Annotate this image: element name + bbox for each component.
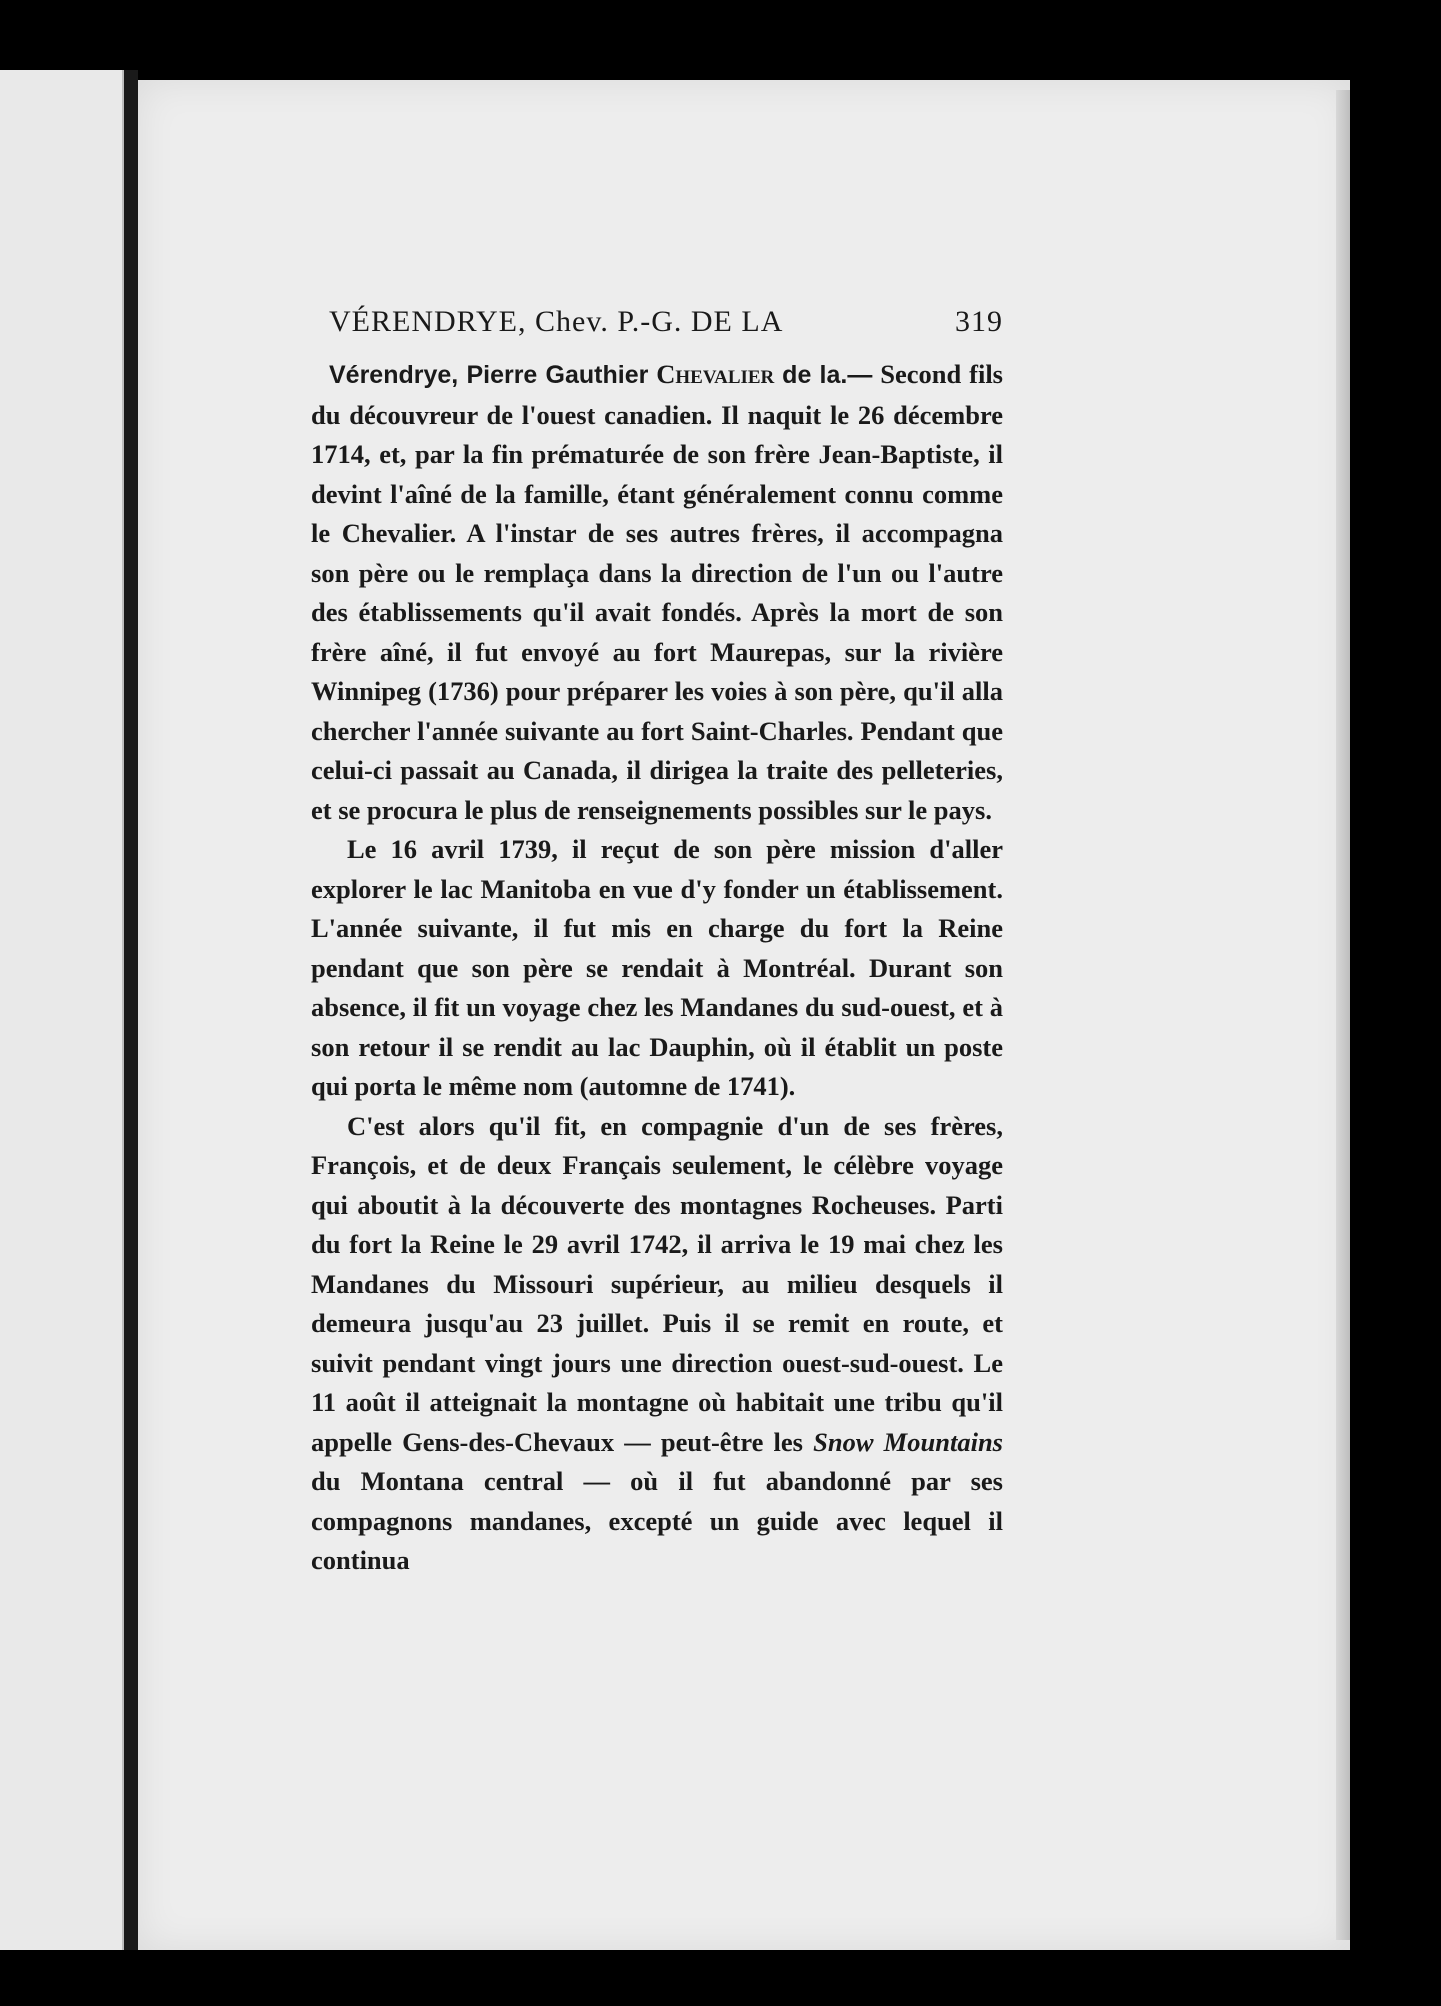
paragraph-1-text: Second fils du découvreur de l'ouest canadien. Il naquit le 26 décembre 1714, et, par la fin prématurée de son frère Jean-Baptiste, il devint l'aîné de la famille, étant généralement connu comme le Chevalier. A l'instar de ses autres frères, il accompagna son père ou le remplaça dans la direction de l'un ou l'autre des établissements qu'il avait fondés. Après la mort de son frère aîné, il fut envoyé au fort Maurepas, sur la rivière Winnipeg (1736) pour préparer les voies à son père, qu'il alla chercher l'année suivante au fort Saint-Charles. Pendant que celui-ci passait au Canada, il dirigea la traite des pelleteries, et se procura le plus de renseignements possibles sur le pays. bbox=[311, 359, 1003, 825]
entry-particle: de la.— bbox=[782, 361, 873, 389]
page-content bbox=[311, 305, 1003, 1581]
entry-name: Vérendrye, Pierre Gauthier bbox=[329, 361, 649, 389]
paragraph-3-text-a: C'est alors qu'il fit, en compagnie d'un de ses frères, François, et de deux Français seulement, le célèbre voyage qui aboutit à la découverte des montagnes Rocheuses. Parti du fort la Reine le 29 avril 1742, il arriva le 19 mai chez les Mandanes du Missouri supérieur, au milieu desquels il demeura jusqu'au 23 juillet. Puis il se remit en route, et suivit pendant vingt jours une direction ouest-sud-ouest. Le 11 août il atteignait la montagne où habitait une tribu qu'il appelle Gens-des-Chevaux — peut-être les bbox=[311, 1110, 1003, 1457]
paragraph-3 bbox=[311, 1107, 1003, 1581]
paragraph-3-text-b: du Montana central — où il fut abandonné par ses compagnons mandanes, excepté un guide avec lequel il continua bbox=[311, 1466, 1003, 1575]
body-text bbox=[311, 355, 1003, 1581]
left-page-edge bbox=[0, 70, 124, 1950]
right-page-edge bbox=[1336, 90, 1350, 1940]
running-head bbox=[311, 305, 1003, 339]
book-binding-gutter bbox=[124, 70, 138, 1950]
paragraph-2: Le 16 avril 1739, il reçut de son père mission d'aller explorer le lac Manitoba en vue d'y fonder un établissement. L'année suivante, il fut mis en charge du fort la Reine pendant que son père se rendait à Montréal. Durant son absence, il fit un voyage chez les Mandanes du sud-ouest, et à son retour il se rendit au lac Dauphin, où il établit un poste qui porta le même nom (automne de 1741). bbox=[311, 834, 1003, 1101]
paragraph-1 bbox=[311, 355, 1003, 830]
page-number: 319 bbox=[955, 305, 1003, 338]
paragraph-3-italic: Snow Mountains bbox=[813, 1426, 1003, 1457]
running-head-title: VÉRENDRYE, Chev. P.-G. DE LA bbox=[329, 305, 784, 338]
entry-rank: Chevalier bbox=[656, 359, 775, 389]
